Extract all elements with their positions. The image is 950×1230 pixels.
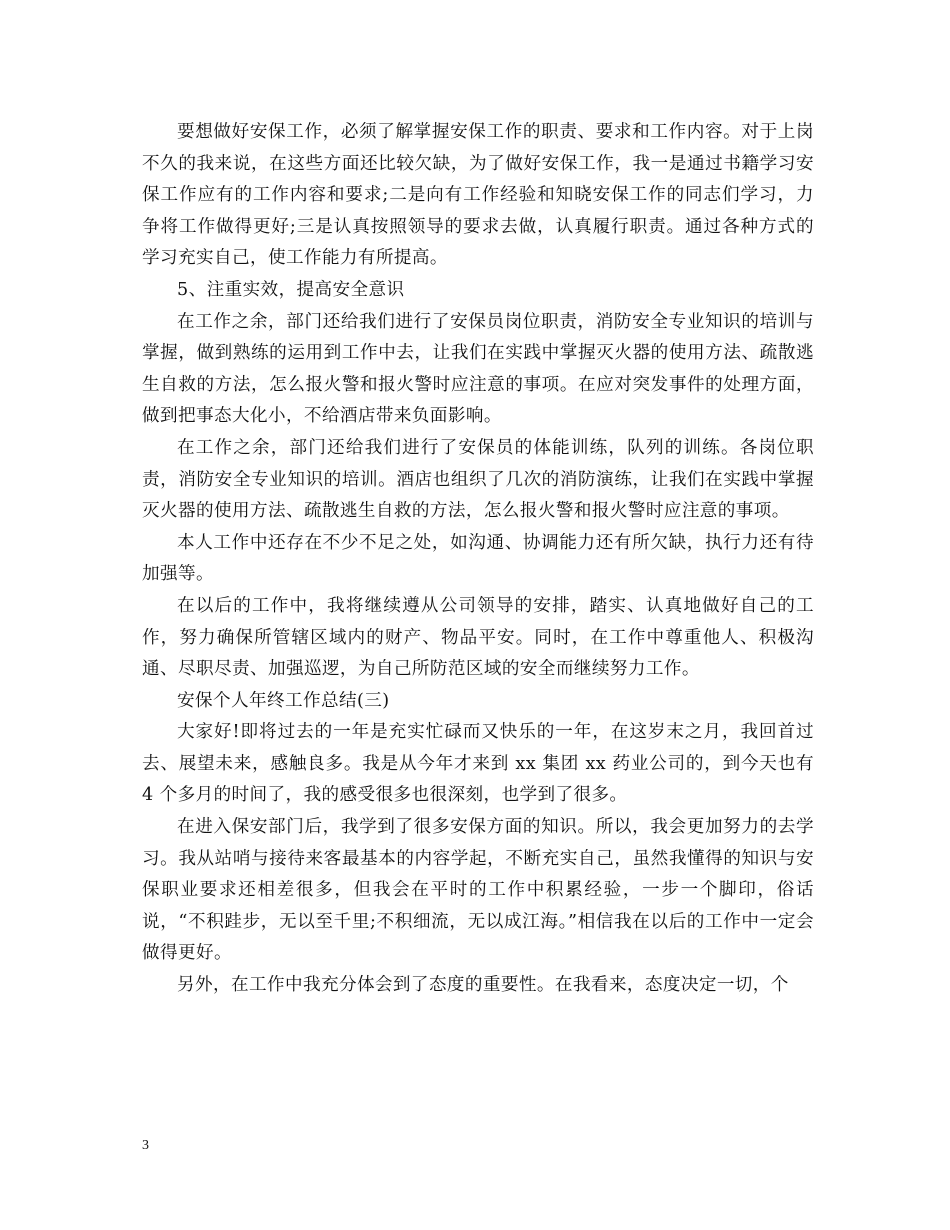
body-paragraph: 本人工作中还存在不少不足之处，如沟通、协调能力还有所欠缺，执行力还有待加强等。 [142,532,814,585]
body-paragraph: 在以后的工作中，我将继续遵从公司领导的安排，踏实、认真地做好自己的工作，努力确保所管辖区域内的财产、物品平安。同时，在工作中尊重他人、积极沟通、尽职尽责、加强巡逻，为自己所防范区域的安全而继续努力工作。 [142,595,814,680]
body-paragraph: 在工作之余，部门还给我们进行了安保员的体能训练，队列的训练。各岗位职责，消防安全专业知识的培训。酒店也组织了几次的消防演练，让我们在实践中掌握灭火器的使用方法、疏散逃生自救的方法，怎么报火警和报火警时应注意的事项。 [142,437,814,522]
body-paragraph: 在工作之余，部门还给我们进行了安保员岗位职责，消防安全专业知识的培训与掌握，做到熟练的运用到工作中去，让我们在实践中掌握灭火器的使用方法、疏散逃生自救的方法，怎么报火警和报火警时应注意的事项。在应对突发事件的处理方面，做到把事态大化小，不给酒店带来负面影响。 [142,311,814,427]
section-heading: 安保个人年终工作总结(三) [177,690,390,711]
body-paragraph: 在进入保安部门后，我学到了很多安保方面的知识。所以，我会更加努力的去学习。我从站哨与接待来客最基本的内容学起，不断充实自己，虽然我懂得的知识与安保职业要求还相差很多，但我会在平时的工作中积累经验，一步一个脚印，俗话说，“不积跬步，无以至千里;不积细流，无以成江海。”相信我在以后的工作中一定会做得更好。 [142,817,814,964]
section-heading: 5、注重实效，提高安全意识 [177,279,405,300]
document-body [142,117,814,1002]
page-number: 3 [142,1138,149,1153]
body-paragraph: 另外，在工作中我充分体会到了态度的重要性。在我看来，态度决定一切，个 [177,975,789,996]
body-paragraph: 要想做好安保工作，必须了解掌握安保工作的职责、要求和工作内容。对于上岗不久的我来说，在这些方面还比较欠缺，为了做好安保工作，我一是通过书籍学习安保工作应有的工作内容和要求;二是向有工作经验和知晓安保工作的同志们学习，力争将工作做得更好;三是认真按照领导的要求去做，认真履行职责。通过各种方式的学习充实自己，使工作能力有所提高。 [142,122,814,269]
body-paragraph: 大家好!即将过去的一年是充实忙碌而又快乐的一年，在这岁末之月，我回首过去、展望未来，感触良多。我是从今年才来到 xx 集团 xx 药业公司的，到今天也有 4 个多月的时间了，我的感受很多也很深刻，也学到了很多。 [142,722,814,806]
